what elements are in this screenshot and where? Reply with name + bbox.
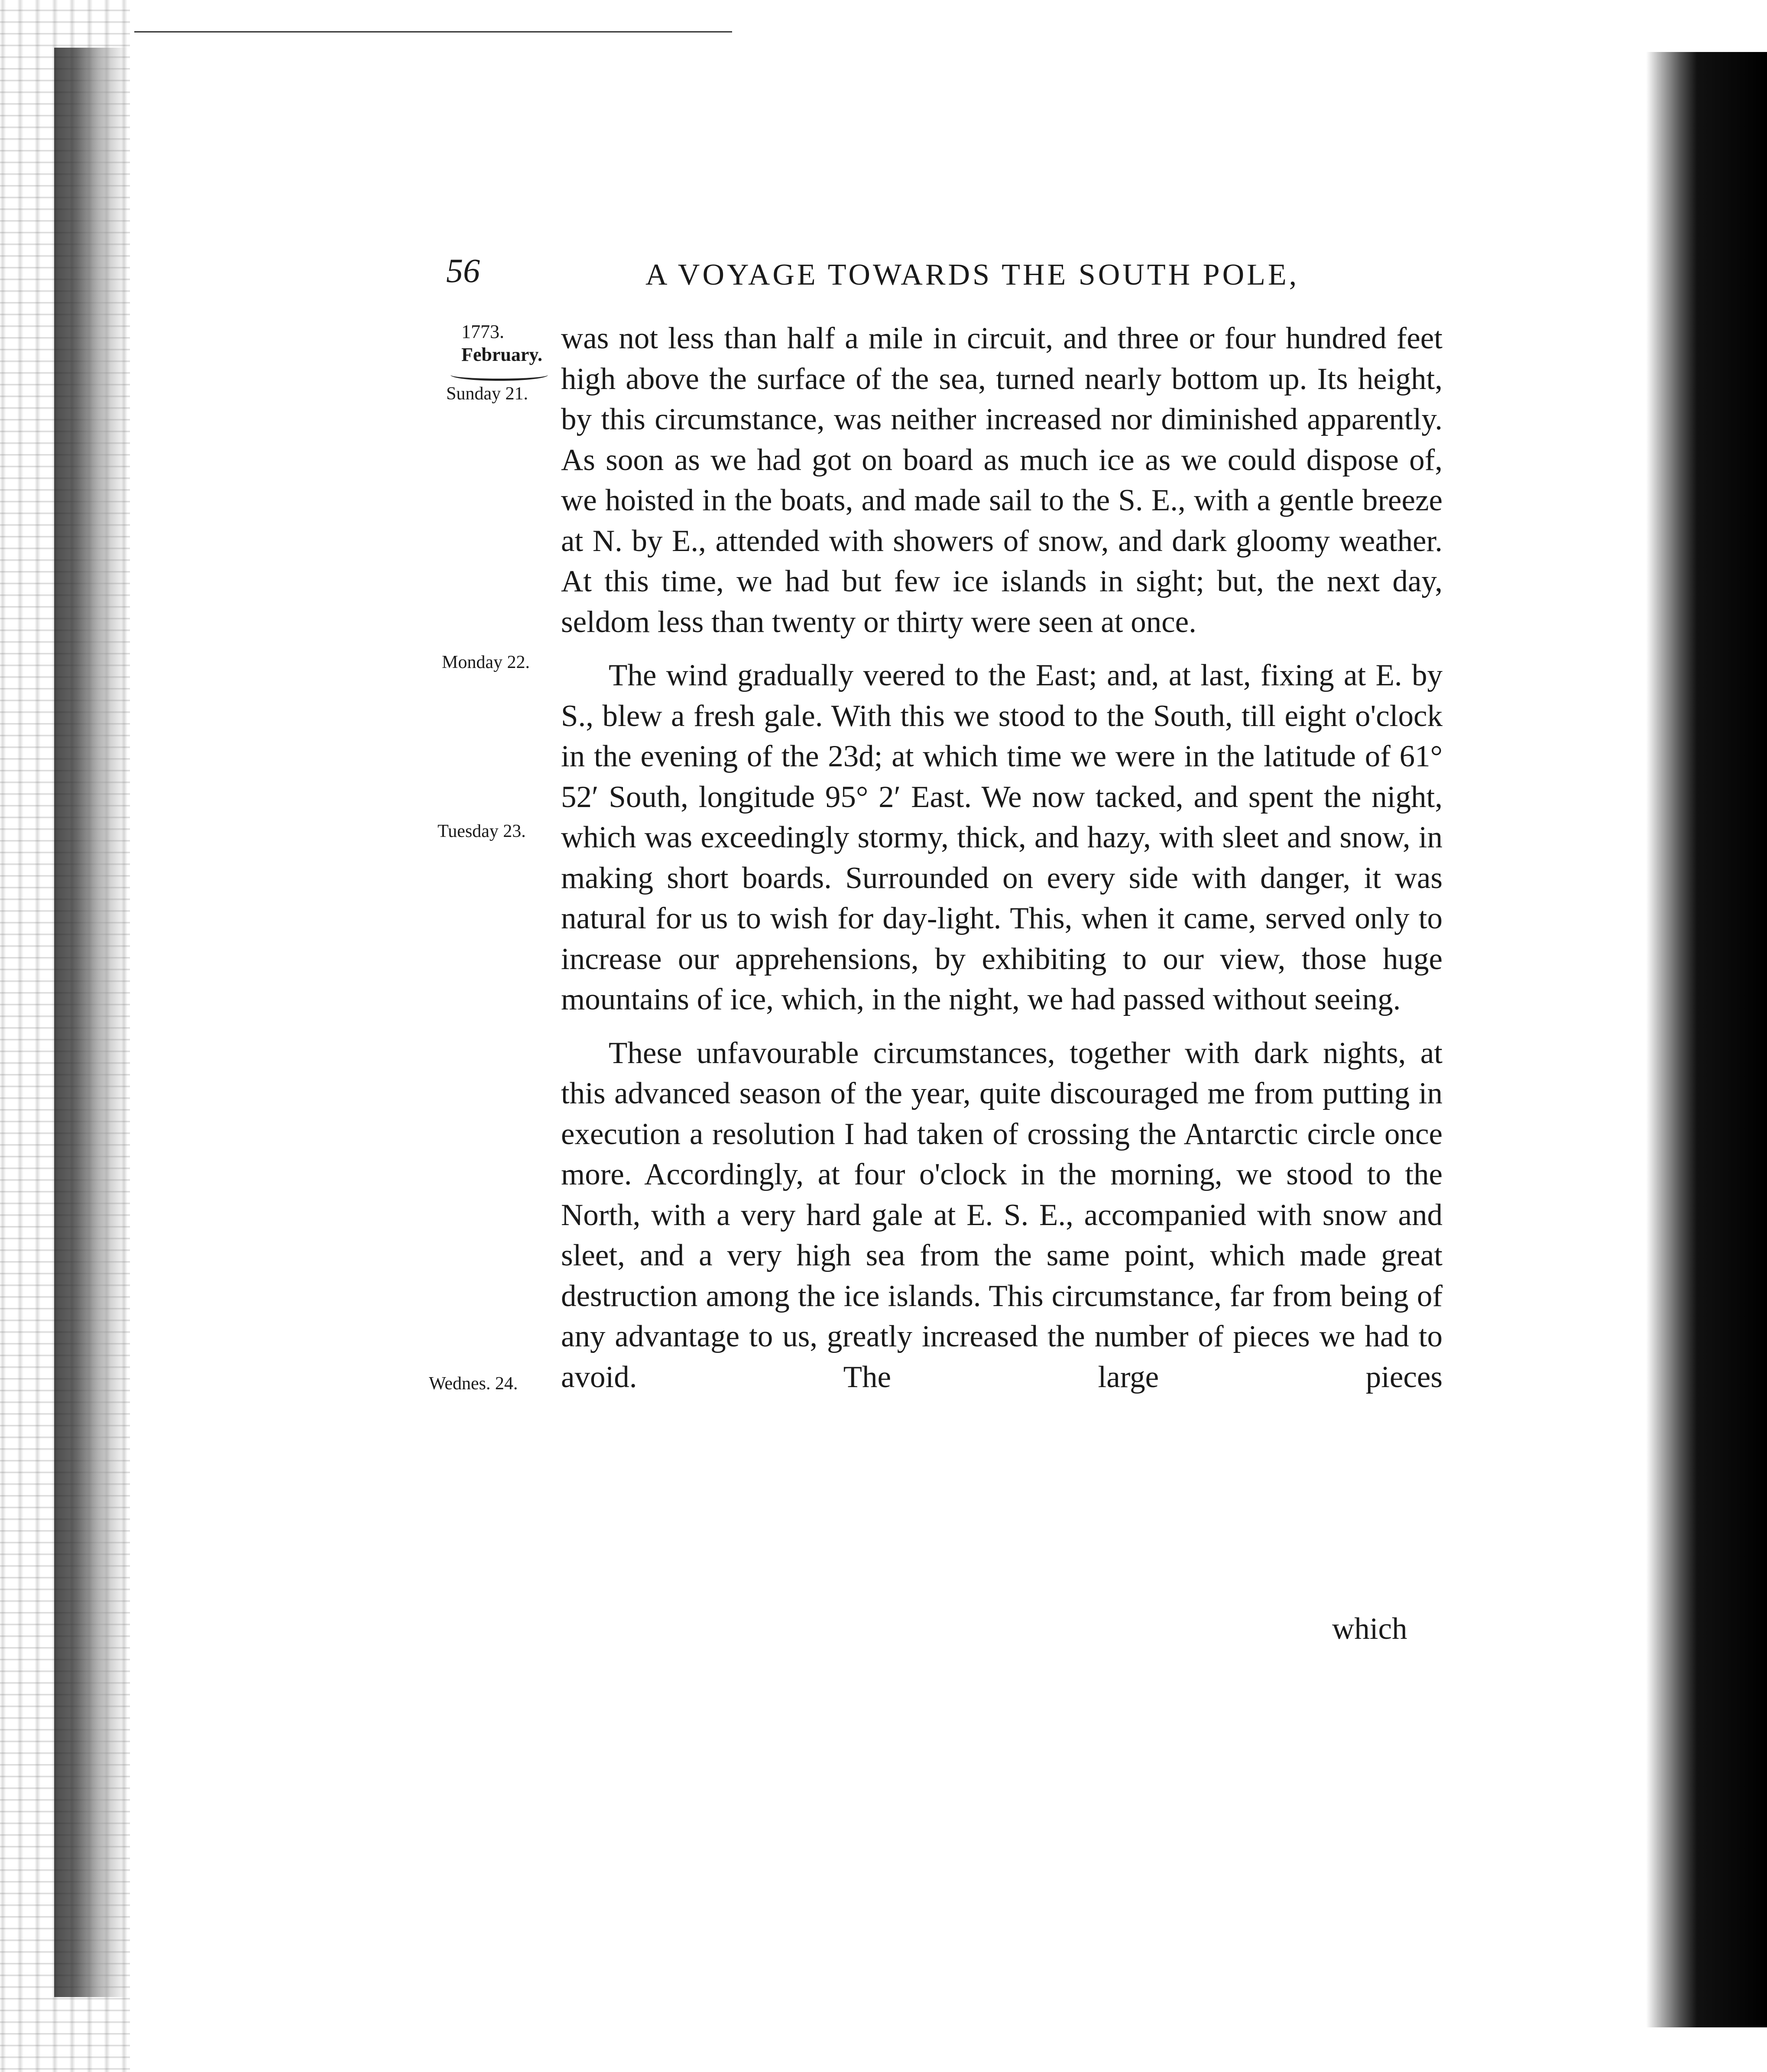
- margin-note-tuesday: Tuesday 23.: [438, 821, 526, 841]
- margin-note-monday: Monday 22.: [442, 652, 530, 672]
- margin-brace: [451, 369, 548, 381]
- margin-month: February.: [461, 344, 542, 365]
- paragraph: The wind gradually veered to the East; and, at last, fixing at E. by S., blew a fresh gale. With this we stood to the South, till eight o'clock in the evening of the 23d; at which time we were in the latitude of 61° 52′ South, longitude 95° 2′ East. We now tacked, and spent the night, which was exceedingly stormy, thick, and hazy, with sleet and snow, in making short boards. Surrounded on every side with danger, it was natural for us to wish for day-light. This, when it came, served only to increase our apprehensions, by exhibiting to our view, those huge mountains of ice, which, in the night, we had passed without seeing.: [561, 658, 1443, 1016]
- margin-note-wednesday: Wednes. 24.: [429, 1374, 518, 1394]
- margin-note-sunday: Sunday 21.: [446, 384, 528, 404]
- running-head: A VOYAGE TOWARDS THE SOUTH POLE,: [645, 258, 1300, 292]
- top-rule: [134, 31, 732, 32]
- page-number: 56: [446, 252, 480, 289]
- paragraph: was not less than half a mile in circuit, and three or four hundred feet high above the surface of the sea, turned nearly bottom up. Its height, by this circumstance, was neither increased nor diminished apparently. As soon as we had got on board as much ice as we could dispose of, we hoisted in the boats, and made sail to the S. E., with a gentle breeze at N. by E., attended with showers of snow, and dark gloomy weather. At this time, we had but few ice islands in sight; but, the next day, seldom less than twenty or thirty were seen at once.: [561, 321, 1443, 639]
- scan-edge-right: [1646, 52, 1767, 2027]
- margin-year: 1773.: [461, 321, 504, 342]
- paragraph: These unfavourable circumstances, together with dark nights, at this advanced season of the year, quite discouraged me from putting in execution a resolution I had taken of crossing the Antarctic circle once more. Accordingly, at four o'clock in the morning, we stood to the North, with a very hard gale at E. S. E., accompanied with snow and sleet, and a very high sea from the same point, which made great destruction among the ice islands. This circumstance, far from being of any advantage to us, greatly increased the number of pieces we had to avoid. The large pieces: [561, 1036, 1443, 1394]
- catchword: which: [1332, 1612, 1407, 1646]
- scan-shadow-left: [54, 48, 128, 1997]
- body-text: [561, 318, 1443, 1398]
